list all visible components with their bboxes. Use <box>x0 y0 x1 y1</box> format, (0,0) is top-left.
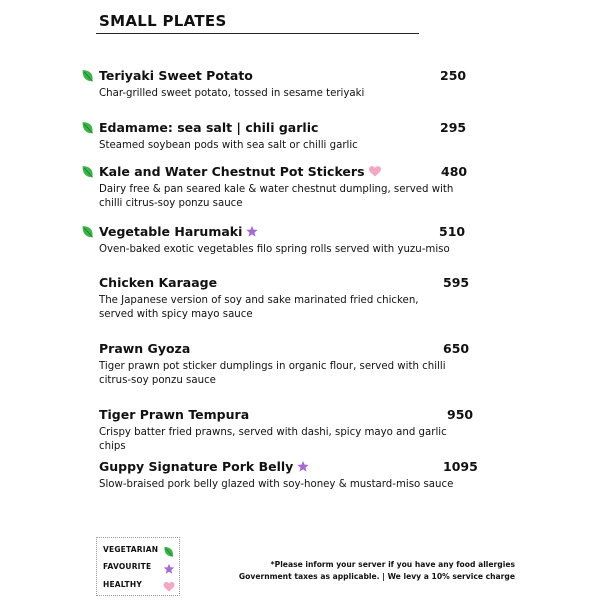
menu-item <box>0 164 600 214</box>
menu-item <box>0 275 600 325</box>
menu-item-name <box>99 275 217 290</box>
legend-label-vegetarian: VEGETARIAN <box>103 545 159 554</box>
star-icon <box>296 460 310 473</box>
heart-icon <box>368 165 382 178</box>
leaf-icon <box>81 120 95 134</box>
menu-item-price: 510 <box>439 224 466 239</box>
menu-item <box>0 68 600 118</box>
menu-item-name <box>99 164 382 179</box>
menu-item-price: 650 <box>443 341 470 356</box>
title-divider <box>96 33 419 34</box>
menu-item <box>0 459 600 509</box>
menu-item-price: 250 <box>440 68 467 83</box>
leaf-icon <box>81 164 95 178</box>
menu-item-description: Steamed soybean pods with sea salt or chilli garlic <box>99 140 358 151</box>
menu-item-description: The Japanese version of soy and sake marinated fried chicken, served with spicy mayo sauce <box>99 295 419 320</box>
leaf-icon <box>81 68 95 82</box>
legend-label-healthy: HEALTHY <box>103 580 142 589</box>
menu-item-name <box>99 341 190 356</box>
menu-item-name-text: Guppy Signature Pork Belly <box>99 459 294 474</box>
menu-item-price: 595 <box>443 275 470 290</box>
legend-row-healthy <box>103 578 177 592</box>
tax-note: Government taxes as applicable. | We levy a 10% service charge <box>238 572 515 581</box>
menu-item-description: Slow-braised pork belly glazed with soy-honey & mustard-miso sauce <box>99 479 454 490</box>
menu-item-name <box>99 459 310 474</box>
menu-item <box>0 224 600 274</box>
leaf-icon <box>163 543 175 555</box>
legend-box <box>96 537 180 596</box>
menu-item-name <box>99 224 259 239</box>
menu-item-description: Tiger prawn pot sticker dumplings in organic flour, served with chilli citrus-soy ponzu sauce <box>99 361 446 386</box>
menu-item-name <box>99 120 318 135</box>
menu-item-price: 950 <box>447 407 474 422</box>
footer-notes <box>225 559 515 583</box>
menu-item-price: 480 <box>441 164 468 179</box>
menu-item <box>0 341 600 391</box>
star-icon <box>245 225 259 238</box>
menu-item <box>0 120 600 170</box>
allergy-note: *Please inform your server if you have any food allergies <box>270 560 515 569</box>
menu-item-name-text: Tiger Prawn Tempura <box>99 407 250 422</box>
menu-item-name-text: Teriyaki Sweet Potato <box>99 68 253 83</box>
menu-item-price: 1095 <box>443 459 478 474</box>
menu-item-description: Crispy batter fried prawns, served with dashi, spicy mayo and garlic chips <box>99 427 447 452</box>
heart-icon <box>163 578 175 590</box>
menu-item-name-text: Kale and Water Chestnut Pot Stickers <box>99 164 365 179</box>
legend-row-vegetarian <box>103 543 177 557</box>
menu-item-name-text: Chicken Karaage <box>99 275 218 290</box>
menu-item-name-text: Edamame: sea salt | chili garlic <box>99 120 319 135</box>
menu-item-description: Char-grilled sweet potato, tossed in sesame teriyaki <box>99 88 365 99</box>
menu-item-name <box>99 68 253 83</box>
menu-item-price: 295 <box>440 120 467 135</box>
menu-item <box>0 407 600 457</box>
menu-item-name-text: Vegetable Harumaki <box>99 224 243 239</box>
leaf-icon <box>81 224 95 238</box>
menu-item-description: Dairy free & pan seared kale & water chestnut dumpling, served with chilli citrus-soy ponzu sauce <box>99 184 454 209</box>
menu-item-name <box>99 407 249 422</box>
menu-item-description: Oven-baked exotic vegetables filo spring rolls served with yuzu-miso <box>99 244 450 255</box>
star-icon <box>163 560 175 572</box>
section-title: SMALL PLATES <box>99 12 227 30</box>
menu-item-name-text: Prawn Gyoza <box>99 341 191 356</box>
legend-label-favourite: FAVOURITE <box>103 562 152 571</box>
legend-row-favourite <box>103 560 177 574</box>
